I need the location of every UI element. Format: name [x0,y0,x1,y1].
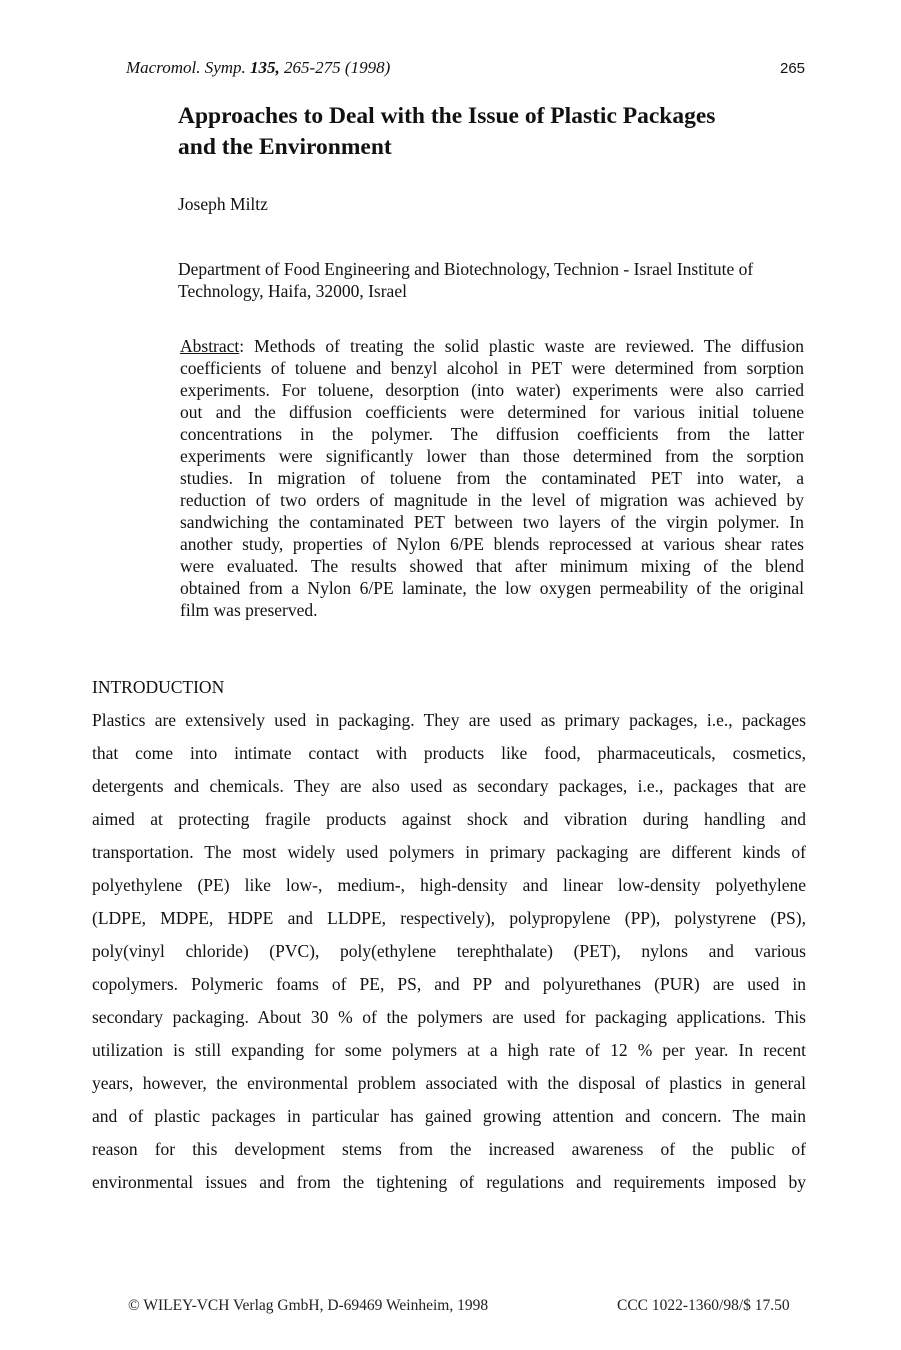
abstract [180,335,804,621]
body-line: (LDPE, MDPE, HDPE and LLDPE, respectively), polypropylene (PP), polystyrene (PS), [92,908,806,928]
abstract-first-line-text: : Methods of treating the solid plastic waste are reviewed. The diffusion [239,336,804,356]
abstract-line: another study, properties of Nylon 6/PE blends reprocessed at various shear rates [180,534,804,554]
body-line: reason for this development stems from the increased awareness of the public of [92,1139,806,1159]
journal-pages-year: 265-275 (1998) [284,58,391,77]
body-line: utilization is still expanding for some polymers at a high rate of 12 % per year. In recent [92,1040,806,1060]
abstract-line [180,335,804,357]
affiliation-line: Department of Food Engineering and Biotechnology, Technion - Israel Institute of [178,259,754,279]
body-line: Plastics are extensively used in packaging. They are used as primary packages, i.e., packages [92,710,806,730]
section-heading-introduction: INTRODUCTION [92,677,225,697]
body-line: and of plastic packages in particular has gained growing attention and concern. The main [92,1106,806,1126]
body-line: secondary packaging. About 30 % of the polymers are used for packaging applications. This [92,1007,806,1027]
abstract-line: sandwiching the contaminated PET between two layers of the virgin polymer. In [180,512,804,532]
journal-name: Macromol. Symp. [126,58,246,77]
abstract-line: experiments were significantly lower than those determined from the sorption [180,446,804,466]
abstract-line: out and the diffusion coefficients were determined for various initial toluene [180,402,804,422]
abstract-line: concentrations in the polymer. The diffusion coefficients from the latter [180,424,804,444]
abstract-line: film was preserved. [180,600,318,620]
title-line: Approaches to Deal with the Issue of Plastic Packages [178,103,716,129]
running-head [126,58,390,78]
abstract-line: studies. In migration of toluene from the contaminated PET into water, a [180,468,804,488]
journal-volume: 135, [250,58,280,77]
body-line: years, however, the environmental problem associated with the disposal of plastics in general [92,1073,806,1093]
abstract-line: obtained from a Nylon 6/PE laminate, the low oxygen permeability of the original [180,578,804,598]
title-line: and the Environment [178,134,392,160]
body-line: transportation. The most widely used polymers in primary packaging are different kinds of [92,842,806,862]
abstract-line: were evaluated. The results showed that after minimum mixing of the blend [180,556,804,576]
affiliation [178,258,808,302]
author-name: Joseph Miltz [178,194,268,214]
abstract-line: reduction of two orders of magnitude in the level of migration was achieved by [180,490,804,510]
page-number: 265 [780,60,806,77]
body-line: environmental issues and from the tightening of regulations and requirements imposed by [92,1172,806,1192]
abstract-line: coefficients of toluene and benzyl alcohol in PET were determined from sorption [180,358,804,378]
abstract-line: experiments. For toluene, desorption (into water) experiments were also carried [180,380,804,400]
publisher-footer: © WILEY-VCH Verlag GmbH, D-69469 Weinheim, 1998 [128,1297,489,1314]
affiliation-line: Technology, Haifa, 32000, Israel [178,281,407,301]
body-line: copolymers. Polymeric foams of PE, PS, and PP and polyurethanes (PUR) are used in [92,974,806,994]
body-line: that come into intimate contact with products like food, pharmaceuticals, cosmetics, [92,743,806,763]
ccc-code-footer: CCC 1022-1360/98/$ 17.50 [617,1297,790,1314]
body-line: aimed at protecting fragile products against shock and vibration during handling and [92,809,806,829]
introduction-body [92,704,806,1199]
paper-title [178,101,818,163]
body-line: polyethylene (PE) like low-, medium-, high-density and linear low-density polyethylene [92,875,806,895]
abstract-label: Abstract [180,336,240,356]
body-line: poly(vinyl chloride) (PVC), poly(ethylene terephthalate) (PET), nylons and various [92,941,806,961]
body-line: detergents and chemicals. They are also used as secondary packages, i.e., packages that are [92,776,806,796]
